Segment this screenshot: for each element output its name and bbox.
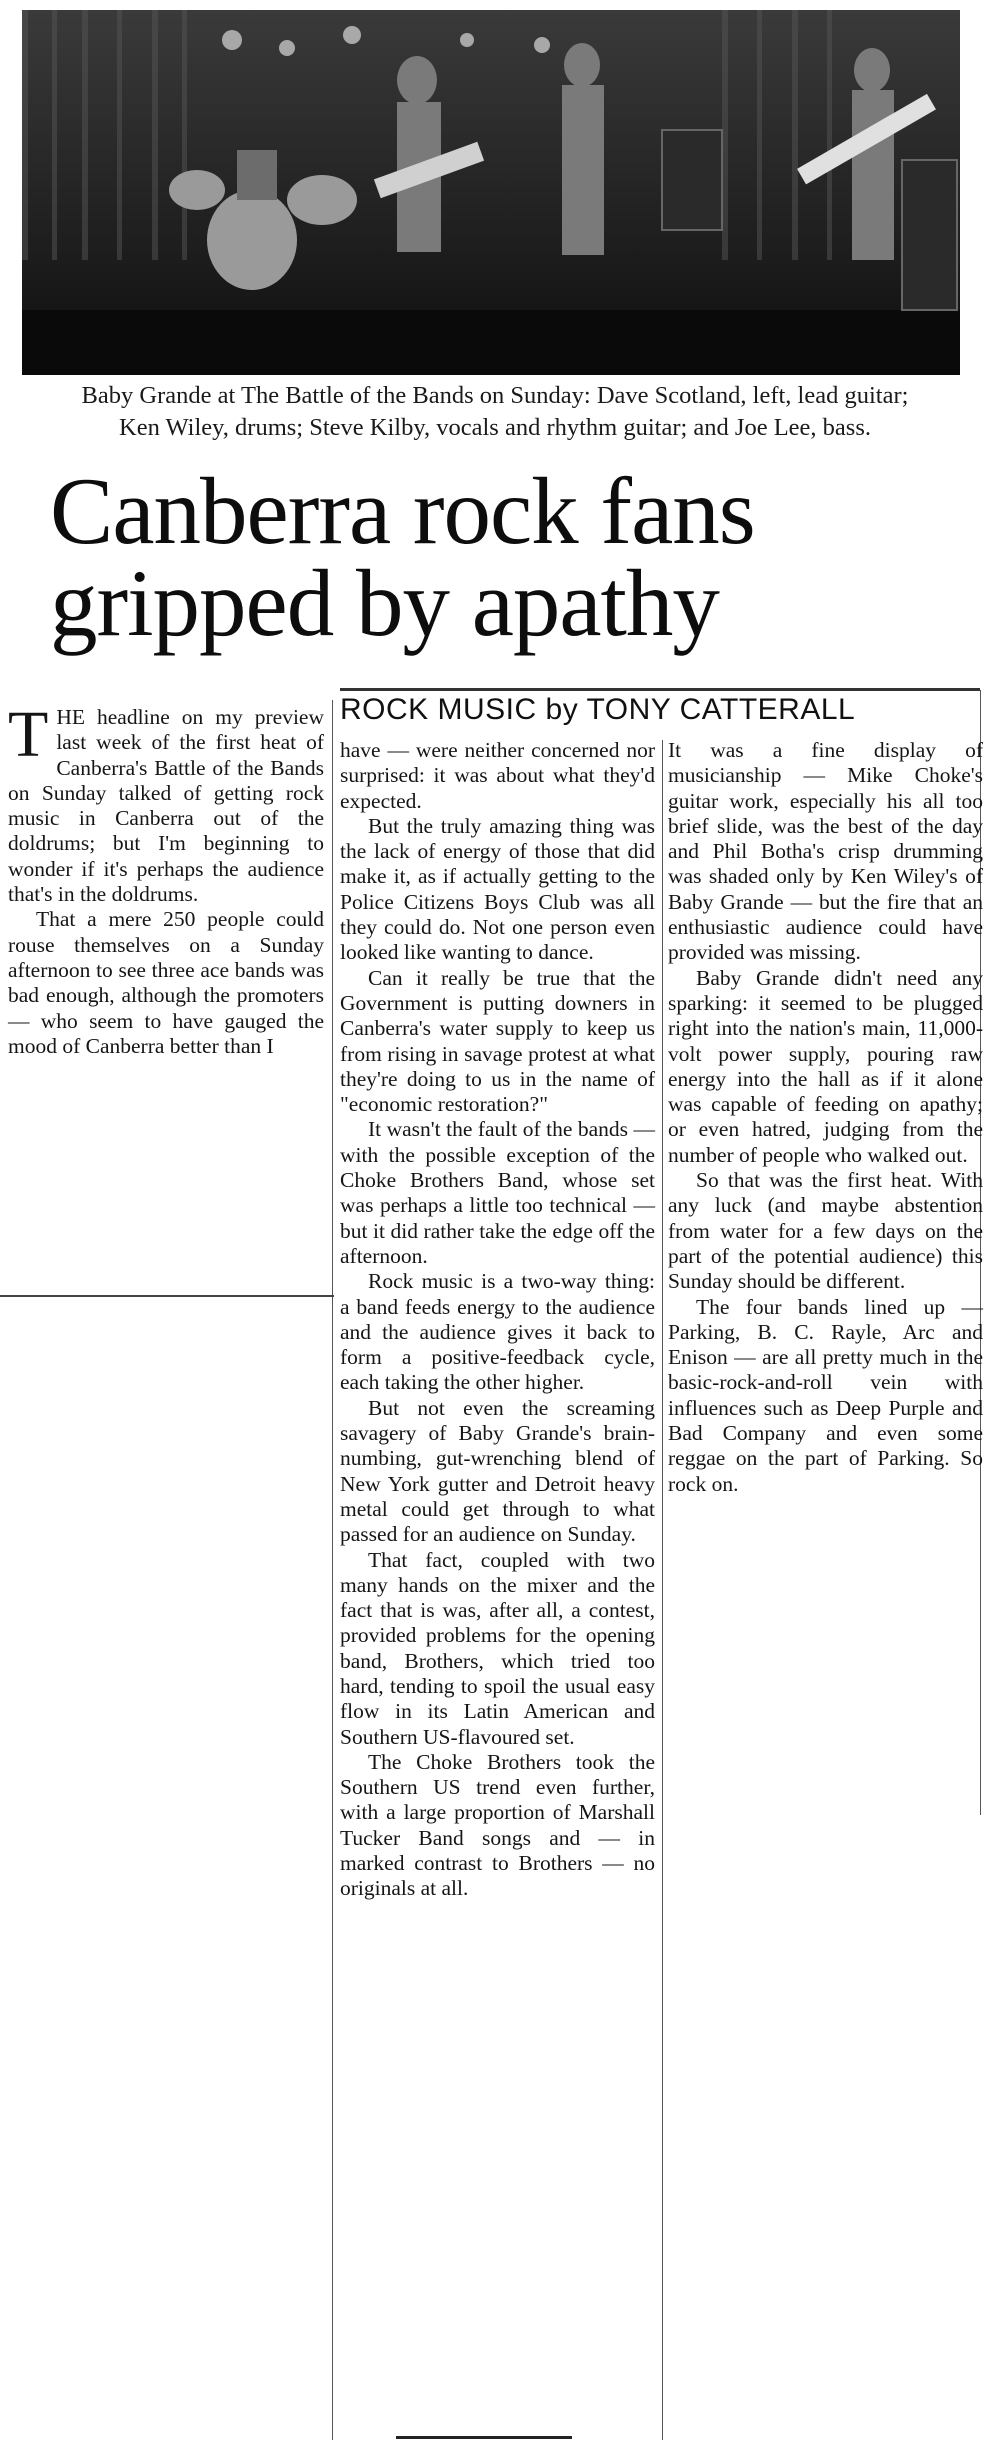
paragraph: Can it really be true that the Government is putting downers in Canberra's water supply to keep us from rising in savage protest at what they're doing to us in the name of "economic restoration?": [340, 965, 655, 1117]
band-photo: [22, 10, 960, 375]
paragraph: The Choke Brothers took the Southern US trend even further, with a large proportion of Marshall Tucker Band songs and — in marked contrast to Brothers — no originals at all.: [340, 1749, 655, 1901]
paragraph: That fact, coupled with two many hands on the mixer and the fact that is was, after all, a contest, provided problems for the opening band, Brothers, which tried too hard, tending to spoil the usual easy flow in its Latin American and Southern US-flavoured set.: [340, 1547, 655, 1749]
paragraph: Rock music is a two-way thing: a band feeds energy to the audience and the audience gives it back to form a positive-feedback cycle, each taking the other higher.: [340, 1269, 655, 1395]
column-rule: [662, 740, 663, 2440]
paragraph: But not even the screaming savagery of Baby Grande's brain-numbing, gut-wrenching blend of New York gutter and Detroit heavy metal could get through to what passed for an audience on Sunday.: [340, 1395, 655, 1547]
article-column-2: [340, 738, 655, 1902]
article-column-1: [8, 698, 324, 1059]
photo-caption: Baby Grande at The Battle of the Bands on Sunday: Dave Scotland, left, lead guitar; Ken Wiley, drums; Steve Kilby, vocals and rhythm guitar; and Joe Lee, bass.: [81, 382, 909, 441]
band-photo-icon: [22, 10, 960, 375]
paragraph: It was a fine display of musicianship — Mike Choke's guitar work, especially his all too brief slide, was the best of the day and Phil Botha's crisp drumming was shaded only by Ken Wiley's of Baby Grande — but the fire that an enthusiastic audience could have provided was missing.: [668, 738, 983, 965]
paragraph: have — were neither concerned nor surprised: it was about what they'd expected.: [340, 738, 655, 813]
column-rule: [332, 700, 333, 2440]
byline: ROCK MUSIC by TONY CATTERALL: [340, 688, 980, 727]
paragraph: Baby Grande didn't need any sparking: it seemed to be plugged right into the nation's main, 11,000-volt power supply, pouring raw energy into the hall as if it alone was capable of feeding on apathy; or even hatred, judging from the number of people who walked out.: [668, 965, 983, 1167]
paragraph: So that was the first heat. With any luck (and maybe abstention from water for a few days on the part of the potential audience) this Sunday should be different.: [668, 1168, 983, 1294]
paragraph: The four bands lined up — Parking, B. C. Rayle, Arc and Enison — are all pretty much in the basic-rock-and-roll vein with influences such as Deep Purple and Bad Company and even some reggae on the part of Parking. So rock on.: [668, 1294, 983, 1496]
end-rule: [396, 2436, 572, 2439]
paragraph: That a mere 250 people could rouse themselves on a Sunday afternoon to see three ace bands was bad enough, although the promoters — who seem to have gauged the mood of Canberra better than I: [8, 907, 324, 1058]
article-column-3: [668, 738, 983, 1497]
paragraph: It wasn't the fault of the bands — with the possible exception of the Choke Brothers Band, whose set was perhaps a little too technical — but it did rather take the edge off the afternoon.: [340, 1117, 655, 1268]
paragraph: But the truly amazing thing was the lack of energy of those that did make it, as if actually getting to the Police Citizens Boys Club was all they could do. Not one person even looked like wanting to dance.: [340, 813, 655, 965]
headline: Canberra rock fans gripped by apathy: [50, 458, 755, 656]
drop-cap: T: [8, 698, 49, 771]
section-rule: [0, 1295, 334, 1297]
paragraph: THE headline on my preview last week of the first heat of Canberra's Battle of the Bands on Sunday talked of getting rock music in Canberra out of the doldrums; but I'm beginning to wonder if it's perhaps the audience that's in the doldrums.: [8, 698, 324, 907]
